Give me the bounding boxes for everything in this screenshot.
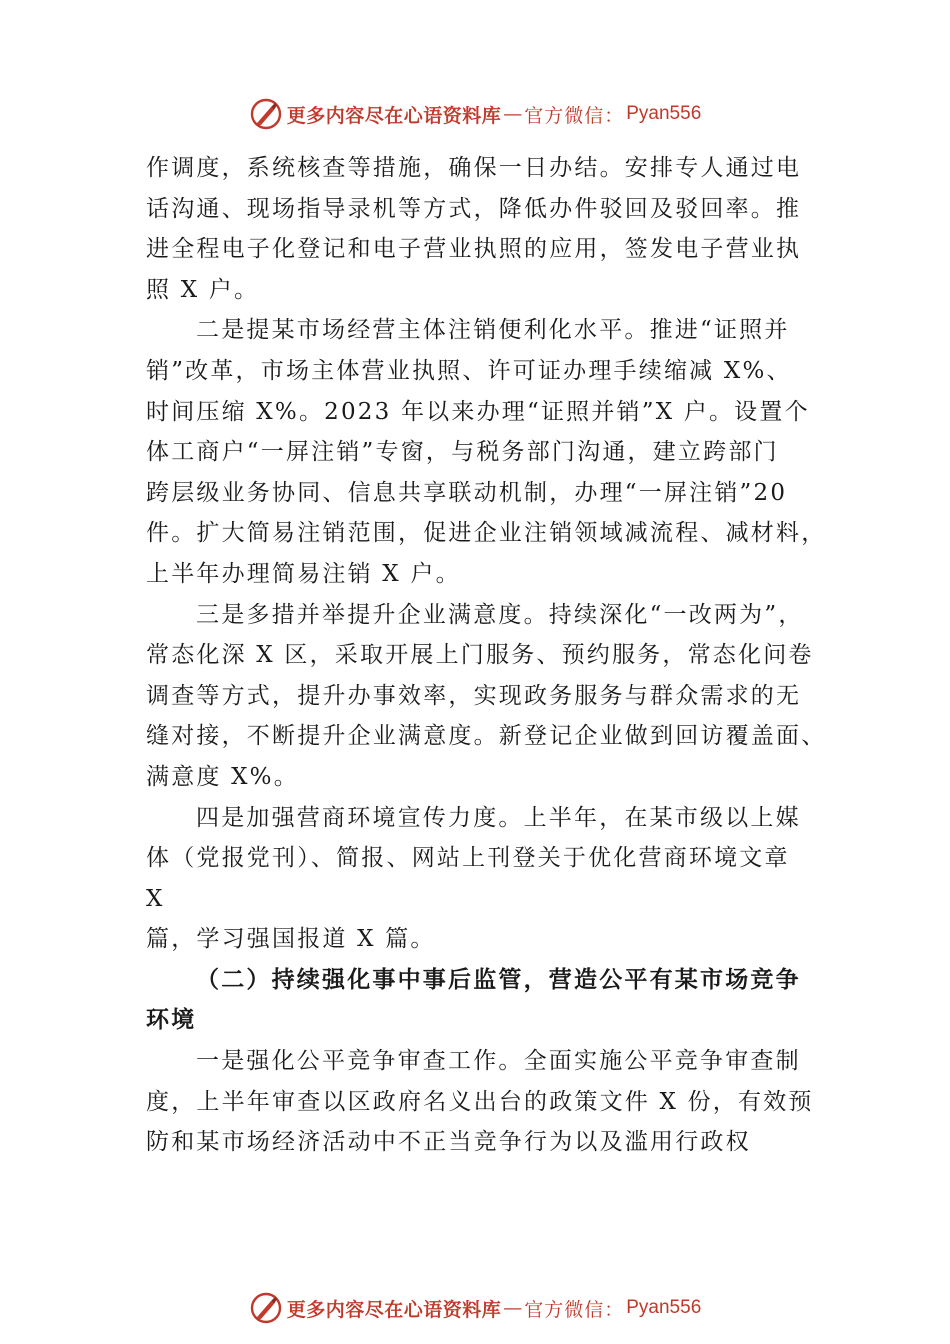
banner-wechat-id: Pyan556 [626,103,702,124]
text-line: 四是加强营商环境宣传力度。上半年，在某市级以上媒 [196,804,801,831]
document-body [146,148,827,1163]
banner-title: 更多内容尽在心语资料库 [286,1298,502,1321]
text-line: 满意度 X%。 [146,763,299,790]
banner-separator: — [503,1297,523,1319]
pen-logo-icon [249,97,283,131]
text-line: 二是提某市场经营主体注销便利化水平。推进“证照并 [196,317,790,344]
text-line: 上半年办理简易注销 X 户。 [146,560,461,587]
banner-wechat-label: 官方微信： [524,104,625,127]
text-line: 进全程电子化登记和电子营业执照的应用，签发电子营业执 [146,236,802,263]
section-heading-line: （二）持续强化事中事后监管，营造公平有某市场竞争 [196,965,801,993]
text-line: 照 X 户。 [146,276,260,303]
text-line: X [146,885,165,912]
text-line: 体工商户“一屏注销”专窗，与税务部门沟通，建立跨部门 [146,439,779,466]
text-line: 件。扩大简易注销范围，促进企业注销领域减流程、减材料， [146,520,827,547]
text-line: 篇，学习强国报道 X 篇。 [146,926,436,953]
text-line: 常态化深 X 区，采取开展上门服务、预约服务，常态化问卷 [146,642,814,669]
banner-wechat-id: Pyan556 [626,1297,702,1318]
text-line: 防和某市场经济活动中不正当竞争行为以及滥用行政权 [146,1129,751,1156]
text-line: 三是多措并举提升企业满意度。持续深化“一改两为”， [196,601,804,628]
text-line: 销”改革，市场主体营业执照、许可证办理手续缩减 X%、 [146,357,792,384]
header-banner [0,94,950,134]
text-line: 度，上半年审查以区政府名义出台的政策文件 X 份，有效预 [146,1088,814,1115]
text-line: 作调度，系统核查等措施，确保一日办结。安排专人通过电 [146,155,802,181]
text-line: 跨层级业务协同、信息共享联动机制，办理“一屏注销”20 [146,479,788,506]
text-line: 体（党报党刊）、简报、网站上刊登关于优化营商环境文章 [146,845,790,872]
text-line: 调查等方式，提升办事效率，实现政务服务与群众需求的无 [146,682,802,709]
banner-title: 更多内容尽在心语资料库 [286,104,502,127]
text-line: 一是强化公平竞争审查工作。全面实施公平竞争审查制 [196,1048,801,1075]
text-line: 话沟通、现场指导录机等方式，降低办件驳回及驳回率。推 [146,195,802,222]
pen-logo-icon [249,1291,283,1325]
section-heading-line: 环境 [146,1006,197,1034]
banner-wechat-label: 官方微信： [524,1298,625,1321]
text-line: 缝对接，不断提升企业满意度。新登记企业做到回访覆盖面、 [146,723,827,750]
footer-banner [0,1288,950,1328]
banner-separator: — [503,103,523,125]
text-line: 时间压缩 X%。2023 年以来办理“证照并销”X 户。设置个 [146,398,810,425]
